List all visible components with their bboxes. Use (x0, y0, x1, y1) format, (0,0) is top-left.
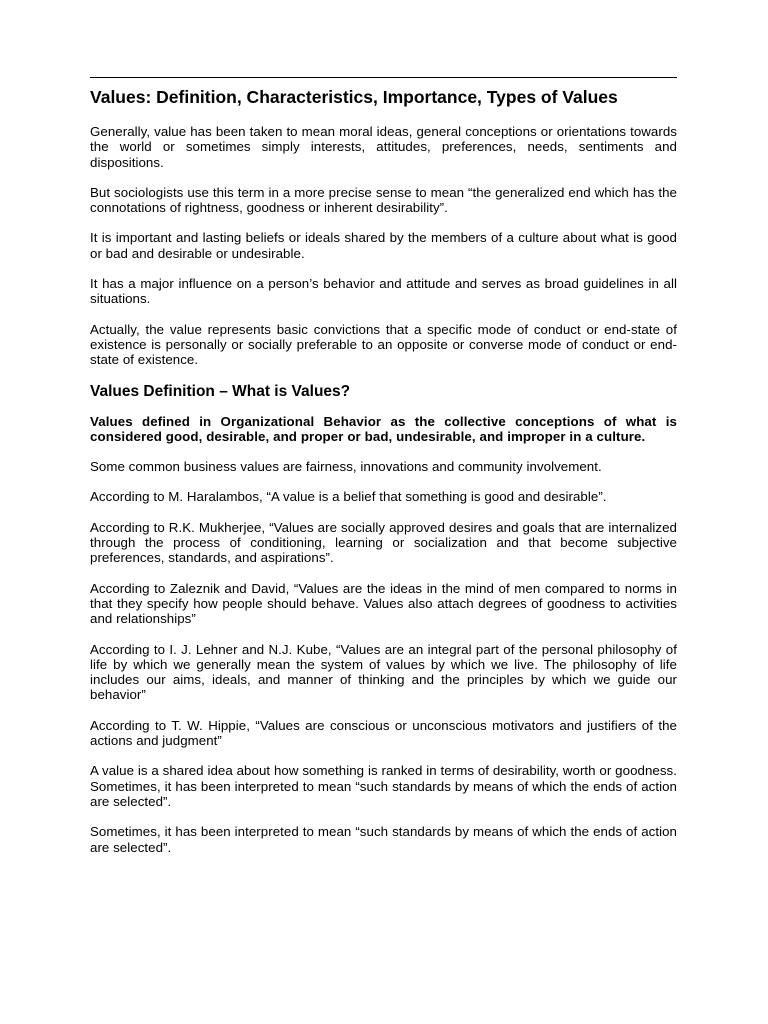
definition-paragraph: Values defined in Organizational Behavior as the collective conceptions of what is considered good, desirable, and proper or bad, undesirable, and improper in a culture. (90, 413, 677, 444)
body-paragraph: Sometimes, it has been interpreted to mean “such standards by means of which the ends of action are selected”. (90, 824, 677, 855)
intro-paragraph: It is important and lasting beliefs or ideals shared by the members of a culture about what is good or bad and desirable or undesirable. (90, 230, 677, 261)
body-paragraph: According to R.K. Mukherjee, “Values are socially approved desires and goals that are internalized through the process of conditioning, learning or socialization and that become subjective preferences, standards, and aspirations”. (90, 519, 677, 566)
intro-paragraph: It has a major influence on a person’s behavior and attitude and serves as broad guidelines in all situations. (90, 276, 677, 307)
document-page (90, 77, 677, 870)
body-paragraph: According to M. Haralambos, “A value is a belief that something is good and desirable”. (90, 489, 607, 505)
body-paragraph: According to Zaleznik and David, “Values are the ideas in the mind of men compared to norms in that they specify how people should behave. Values also attach degrees of goodness to activities and relationships” (90, 580, 677, 627)
intro-paragraph: But sociologists use this term in a more precise sense to mean “the generalized end which has the connotations of rightness, goodness or inherent desirability”. (90, 184, 677, 216)
section-heading: Values Definition – What is Values? (90, 382, 351, 400)
intro-paragraph: Generally, value has been taken to mean moral ideas, general conceptions or orientations towards the world or sometimes simply interests, attitudes, preferences, needs, sentiments and dispositions. (90, 124, 677, 170)
body-paragraph: Some common business values are fairness, innovations and community involvement. (90, 459, 602, 475)
body-paragraph: A value is a shared idea about how something is ranked in terms of desirability, worth or goodness. Sometimes, it has been interpreted to mean “such standards by means of which the ends of action are selected”. (90, 763, 677, 809)
body-paragraph: According to T. W. Hippie, “Values are conscious or unconscious motivators and justifiers of the actions and judgment” (90, 717, 677, 749)
body-paragraph: According to I. J. Lehner and N.J. Kube, “Values are an integral part of the personal philosophy of life by which we generally mean the system of values by which we live. The philosophy of life includes our aims, ideals, and manner of thinking and the principles by which we guide our behavior” (90, 641, 677, 703)
top-divider (90, 77, 677, 78)
document-title: Values: Definition, Characteristics, Importance, Types of Values (90, 87, 618, 107)
intro-paragraph: Actually, the value represents basic convictions that a specific mode of conduct or end-state of existence is personally or socially preferable to an opposite or converse mode of conduct or end-state of existence. (90, 321, 677, 368)
